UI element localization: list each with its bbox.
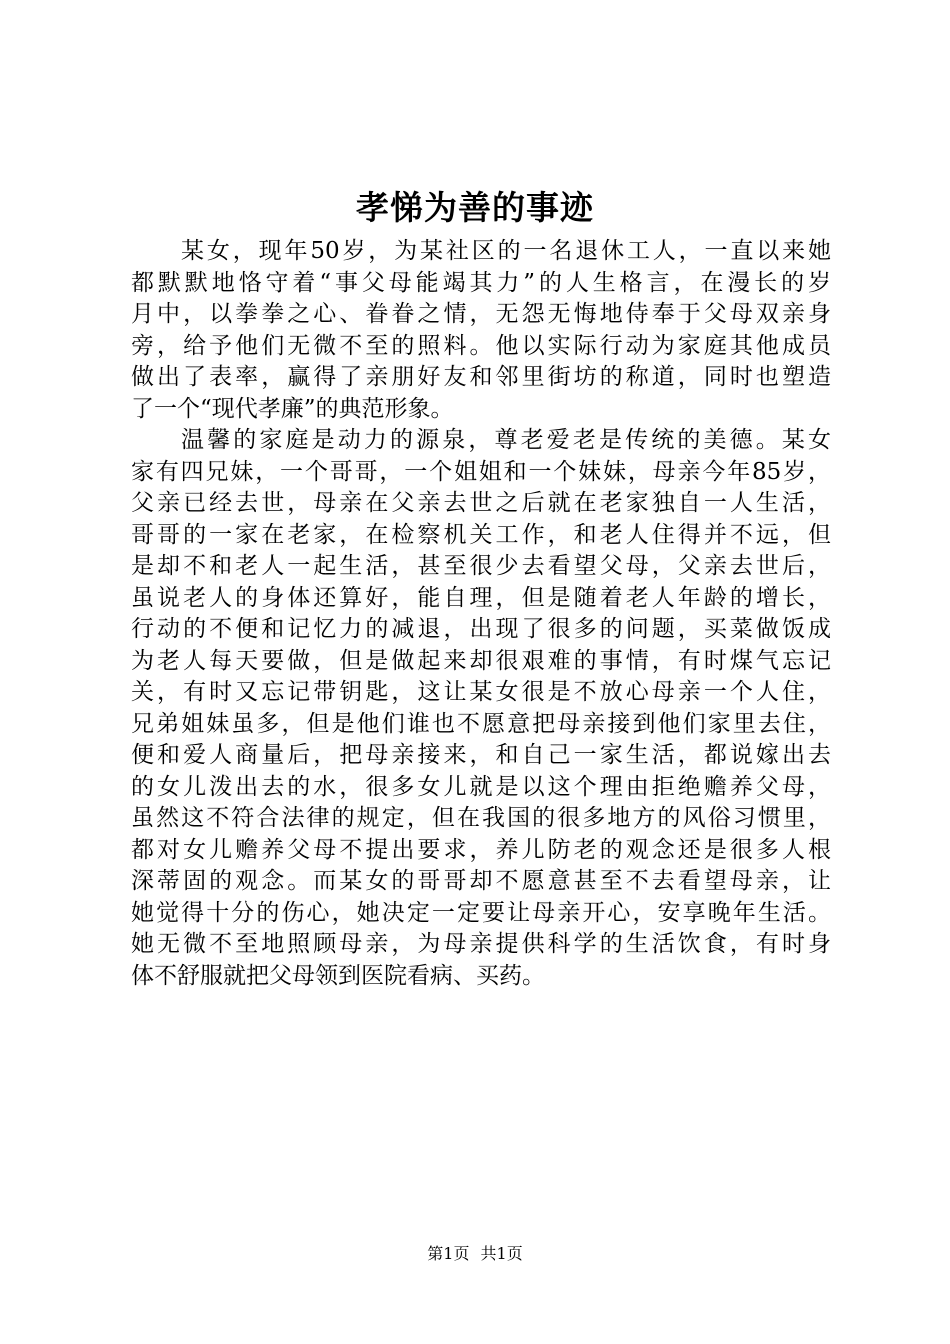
paragraph-2-line: 关，有时又忘记带钥匙，这让某女很是不放心母亲一个人住，	[131, 679, 831, 705]
paragraph-2-line: 行动的不便和记忆力的减退，出现了很多的问题，买菜做饭成	[131, 616, 831, 642]
paragraph-1-line: 某女，现年50岁，为某社区的一名退休工人，一直以来她	[181, 238, 831, 264]
paragraph-2-line: 兄弟姐妹虽多，但是他们谁也不愿意把母亲接到他们家里去住，	[131, 710, 831, 737]
paragraph-1-line: 旁，给予他们无微不至的照料。他以实际行动为家庭其他成员	[131, 332, 831, 359]
page-footer	[0, 1243, 950, 1265]
paragraph-2-line: 的女儿泼出去的水，很多女儿就是以这个理由拒绝赡养父母，	[131, 773, 831, 800]
document-title: 孝悌为善的事迹	[356, 188, 594, 227]
paragraph-2-line: 父亲已经去世，母亲在父亲去世之后就在老家独自一人生活，	[131, 490, 831, 516]
paragraph-2-line: 她觉得十分的伤心，她决定一定要让母亲开心，安享晚年生活。	[131, 899, 831, 926]
paragraph-2-line: 体不舒服就把父母领到医院看病、买药。	[131, 962, 545, 989]
paragraph-1-line: 月中，以拳拳之心、眷眷之情，无怨无悔地侍奉于父母双亲身	[131, 301, 831, 327]
paragraph-1-line: 做出了表率，赢得了亲朋好友和邻里街坊的称道，同时也塑造	[131, 364, 831, 390]
paragraph-2-line: 深蒂固的观念。而某女的哥哥却不愿意甚至不去看望母亲，让	[131, 868, 831, 894]
paragraph-2-line: 虽说老人的身体还算好，能自理，但是随着老人年龄的增长，	[131, 584, 831, 611]
paragraph-2-line: 家有四兄妹，一个哥哥，一个姐姐和一个妹妹，母亲今年85岁，	[131, 458, 831, 485]
paragraph-2-line: 都对女儿赡养父母不提出要求，养儿防老的观念还是很多人根	[131, 836, 831, 863]
paragraph-2-line: 她无微不至地照顾母亲，为母亲提供科学的生活饮食，有时身	[131, 931, 831, 957]
paragraph-1-line: 了一个“现代孝廉”的典范形象。	[131, 395, 454, 422]
page-total: 共1页	[480, 1244, 523, 1263]
paragraph-2-line: 便和爱人商量后，把母亲接来，和自己一家生活，都说嫁出去	[131, 742, 831, 768]
paragraph-1-line: 都默默地恪守着“事父母能竭其力”的人生格言，在漫长的岁	[131, 269, 831, 296]
document-body	[131, 236, 831, 992]
paragraph-2-line: 虽然这不符合法律的规定，但在我国的很多地方的风俗习惯里，	[131, 805, 831, 831]
paragraph-2-line: 哥哥的一家在老家，在检察机关工作，和老人住得并不远，但	[131, 521, 831, 548]
paragraph-2-line: 温馨的家庭是动力的源泉，尊老爱老是传统的美德。某女	[181, 427, 831, 453]
paragraph-2-line: 是却不和老人一起生活，甚至很少去看望父母，父亲去世后，	[131, 553, 831, 579]
paragraph-2-line: 为老人每天要做，但是做起来却很艰难的事情，有时煤气忘记	[131, 647, 831, 674]
page-number: 第1页	[427, 1244, 470, 1263]
